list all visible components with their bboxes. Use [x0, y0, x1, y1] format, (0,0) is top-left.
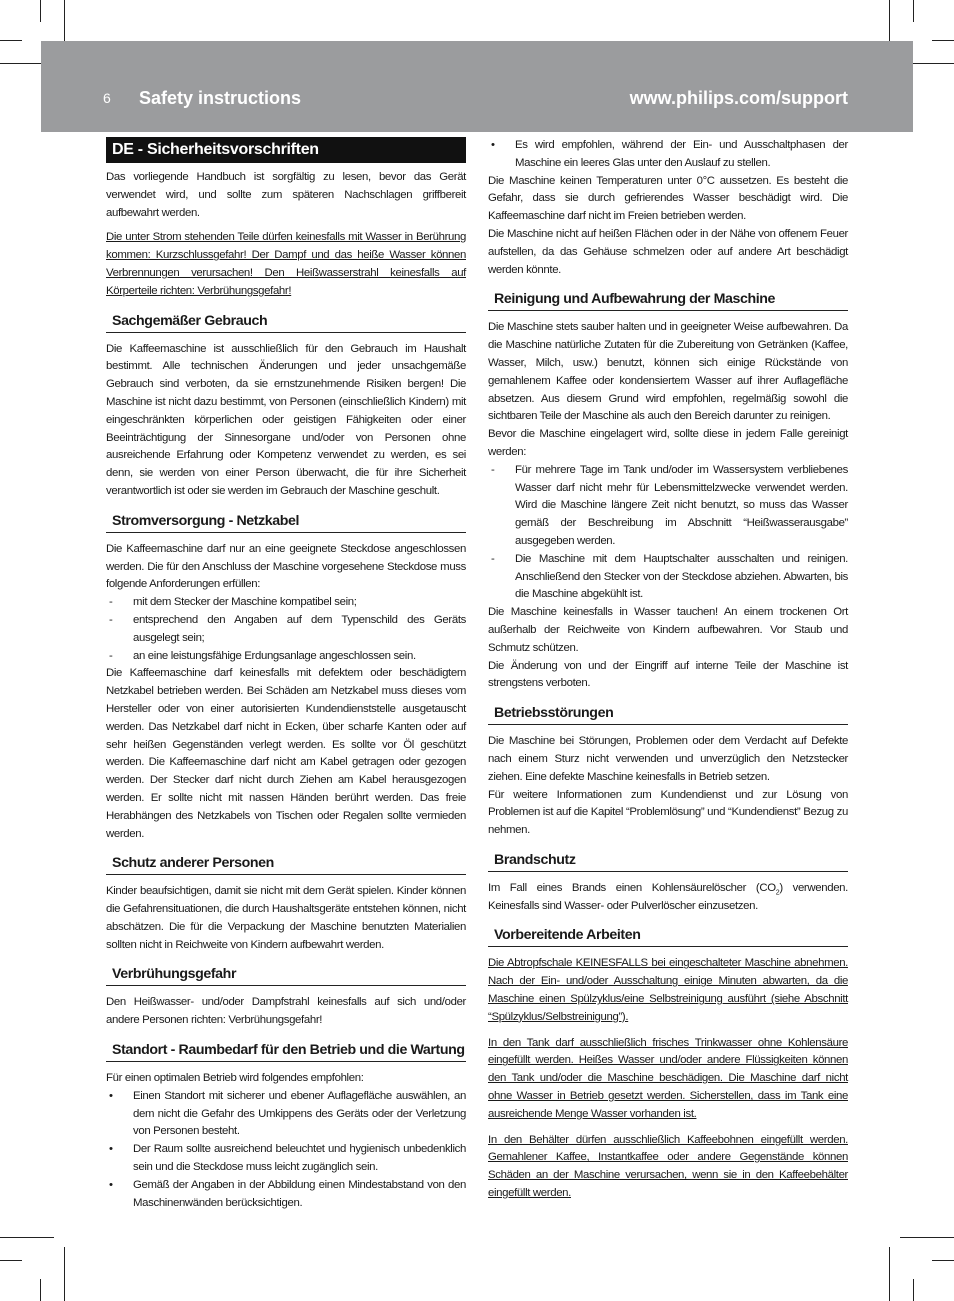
- dash-list: [106, 594, 466, 665]
- section-title: Safety instructions: [139, 88, 302, 108]
- crop-mark: [900, 1237, 954, 1238]
- paragraph: Die Kaffeemaschine darf keinesfalls mit defektem oder beschädigtem Netzkabel betrieben werden. Bei Schäden am Netzkabel muss dieses vom Hersteller oder von einer autorisierten Kundendienststelle ausgetauscht werden. Das Netzkabel darf nicht in Ecken, über scharfe Kanten oder auf sehr heißen Gegenständen verlegt werden. Es sollte vor Öl geschützt werden. Die Kaffeemaschine darf nicht am Kabel getragen oder gezogen werden. Der Stecker darf nicht durch Ziehen am Kabel herausgezogen werden. Er sollte nicht mit nassen Händen berührt werden. Das freie Herabhängen des Netzkabels von Tischen oder Regalen sollte vermieden werden.: [106, 667, 466, 840]
- list-item: - an eine leistungsfähige Erdungsanlage angeschlossen sein.: [106, 648, 466, 666]
- dash-list: [488, 462, 848, 604]
- list-item: - entsprechend den Angaben auf dem Typenschild des Geräts ausgelegt sein;: [106, 612, 466, 648]
- paragraph: Bevor die Maschine eingelagert wird, sollte diese in jedem Falle gereinigt werden:: [488, 428, 848, 458]
- crop-mark: [40, 0, 41, 22]
- crop-mark: [0, 40, 22, 41]
- crop-mark: [64, 1247, 65, 1301]
- paragraph: Den Heißwasser- und/oder Dampfstrahl keinesfalls auf sich und/oder andere Personen richten: Verbrühungsgefahr!: [106, 996, 466, 1027]
- website-link[interactable]: www.philips.com/support: [629, 88, 848, 108]
- crop-mark: [913, 1279, 914, 1301]
- list-item: - Die Maschine mit dem Hauptschalter ausschalten und reinigen. Anschließend den Stecker von der Steckdose abziehen. Abwarten, bis die Maschine abgekühlt ist.: [488, 551, 848, 604]
- crop-mark: [932, 40, 954, 41]
- warning-paragraph: Die unter Strom stehenden Teile dürfen keinesfalls mit Wasser in Berührung kommen: Kurzschlussgefahr! Der Dampf und das heiße Wasser können Verbrennungen verursachen! Den Heißwasserstrahl keinesfalls auf Körperteile richten: Verbrühungsgefahr!: [106, 231, 466, 297]
- paragraph: Kinder beaufsichtigen, damit sie nicht mit dem Gerät spielen. Kinder können die Gefahrensituationen, die durch Haushaltsgeräte entstehen können, nicht abschätzen. Die für die Verpackung der Maschine benutzten Materialien sollten nicht in Reichweite von Kindern aufbewahrt werden.: [106, 885, 466, 951]
- left-column: [106, 137, 466, 1212]
- list-item: • Der Raum sollte ausreichend beleuchtet und hygienisch unbedenklich sein und die Steckdose muss leicht zugänglich sein.: [106, 1141, 466, 1177]
- list-item: • Gemäß der Angaben in der Abbildung einen Mindestabstand von den Maschinenwänden berücksichtigen.: [106, 1177, 466, 1213]
- warning-paragraph: In den Behälter dürfen ausschließlich Kaffeebohnen eingefüllt werden. Gemahlener Kaffee, Instantkaffee oder andere Gegenstände können Schäden an der Maschine verursachen, wenn sie in den Kaffeebehälter eingefüllt werden.: [488, 1133, 848, 1200]
- crop-mark: [932, 1260, 954, 1261]
- paragraph: Für weitere Informationen zum Kundendienst und zur Lösung von Problemen ist auf die Kapitel “Problemlösung” und “Kundendienst” Bezug zu nehmen.: [488, 788, 848, 837]
- section-heading: Betriebsstörungen: [488, 703, 848, 725]
- paragraph: Die Kaffeemaschine ist ausschließlich für den Gebrauch im Haushalt bestimmt. Alle technischen Änderungen und jeder unsachgemäße Gebrauch sind verboten, da sie ernstzunehmende Risiken bergen! Die Maschine ist nicht dazu bestimmt, von Personen (einschließlich Kindern) mit eingeschränkten körperlichen oder geistigen Fähigkeiten oder einer Beeinträchtigung der Sinnesorgane und/oder von Personen ohne ausreichende Erfahrung oder Kompetenz verwendet zu werden, es sei denn, sie werden von einer Person überwacht, die für ihre Sicherheit verantwortlich ist oder sie werden im Gebrauch der Maschine geschult.: [106, 342, 466, 497]
- intro-paragraph: Das vorliegende Handbuch ist sorgfältig zu lesen, bevor das Gerät verwendet wird, und sollte zum späteren Nachschlagen griffbereit aufbewahrt werden.: [106, 171, 466, 219]
- right-column: [488, 137, 848, 1211]
- header-band: [41, 41, 913, 132]
- paragraph: [488, 880, 848, 916]
- crop-mark: [0, 1237, 54, 1238]
- list-item: - Für mehrere Tage im Tank und/oder im Wassersystem verbliebenes Wasser darf nicht mehr für Lebensmittelzwecke verwendet werden. Wird die Maschine längere Zeit nicht benutzt, so muss das Wasser gemäß der Beschreibung im Abschnitt “Heißwasserausgabe” ausgegeben werden.: [488, 462, 848, 551]
- section-heading: Brandschutz: [488, 850, 848, 872]
- section-heading: Verbrühungsgefahr: [106, 964, 466, 986]
- paragraph: Für einen optimalen Betrieb wird folgendes empfohlen:: [106, 1072, 364, 1085]
- section-heading: Schutz anderer Personen: [106, 853, 466, 875]
- paragraph: Die Maschine nicht auf heißen Flächen oder in der Nähe von offenem Feuer aufstellen, da das Gehäuse schmelzen oder auf andere Art beschädigt werden könnte.: [488, 227, 848, 276]
- crop-mark: [889, 1247, 890, 1301]
- crop-mark: [40, 1279, 41, 1301]
- text-span: ) verwenden. Keinesfalls sind Wasser- oder Pulverlöscher einzusetzen.: [488, 881, 848, 912]
- list-item: • Einen Standort mit sicherer und ebener Auflagefläche auswählen, an dem nicht die Gefahr des Umkippens des Geräts oder der Verletzung von Personen besteht.: [106, 1088, 466, 1141]
- paragraph: Die Kaffeemaschine darf nur an eine geeignete Steckdose angeschlossen werden. Die für den Anschluss der Maschine vorgesehene Steckdose muss folgende Anforderungen erfüllen:: [106, 542, 466, 591]
- list-item: • Es wird empfohlen, während der Ein- und Ausschaltphasen der Maschine ein leeres Glas unter den Auslauf zu stellen.: [488, 137, 848, 173]
- paragraph: Die Maschine stets sauber halten und in geeigneter Weise aufbewahren. Da die Maschine natürliche Zutaten für die Zubereitung von Getränken (Kaffee, Wasser, Milch, usw.) benutzt, können sich einige Rückstände von gemahlenem Kaffee oder kondensiertem Wasser auf ihrer Auflagefläche absetzen. Aus diesem Grund wird empfohlen, regelmäßig sowohl die sichtbaren Teile der Maschine als auch den Bereich darunter zu reinigen.: [488, 321, 848, 423]
- bullet-list: [106, 1088, 466, 1213]
- crop-mark: [0, 1260, 22, 1261]
- warning-paragraph: In den Tank darf ausschließlich frisches Trinkwasser ohne Kohlensäure eingefüllt werden. Heißes Wasser und/oder andere Flüssigkeiten können den Tank und/oder die Maschine beschädigen. Die Maschine darf nicht ohne Wasser in Betrieb gesetzt werden. Sicherstellen, dass im Tank eine ausreichende Menge Wasser vorhanden ist.: [488, 1036, 848, 1120]
- paragraph: Die Maschine bei Störungen, Problemen oder dem Verdacht auf Defekte nach einem Sturz nicht verwenden und unverzüglich den Netzstecker ziehen. Eine defekte Maschine keinesfalls in Betrieb setzen.: [488, 735, 848, 783]
- crop-mark: [913, 0, 914, 22]
- section-heading: Vorbereitende Arbeiten: [488, 925, 848, 947]
- bullet-list: [488, 137, 848, 173]
- page-number: 6: [103, 90, 111, 106]
- paragraph: Die Änderung von und der Eingriff auf interne Teile der Maschine ist strengstens verboten.: [488, 659, 848, 690]
- list-item: - mit dem Stecker der Maschine kompatibel sein;: [106, 594, 466, 612]
- warning-paragraph: Die Abtropfschale KEINESFALLS bei eingeschalteter Maschine abnehmen. Nach der Ein- und/oder Ausschaltung einige Minuten abwarten, da die Maschine einen Spülzyklus/eine Selbstreinigung ausführt (siehe Abschnitt “Spülzyklus/Selbstreinigung”).: [488, 957, 848, 1023]
- subscript: 2: [775, 889, 780, 897]
- paragraph: Die Maschine keinesfalls in Wasser tauchen! An einem trockenen Ort außerhalb der Reichweite von Kindern aufbewahren. Vor Staub und Schmutz schützen.: [488, 606, 848, 654]
- paragraph: Die Maschine keinen Temperaturen unter 0°C aussetzen. Es besteht die Gefahr, dass sie durch gefrierendes Wasser beschädigt wird. Die Kaffeemaschine darf nicht im Freien betrieben werden.: [488, 174, 848, 223]
- section-heading: Reinigung und Aufbewahrung der Maschine: [488, 289, 848, 311]
- section-heading: Stromversorgung - Netzkabel: [106, 511, 466, 533]
- section-heading: Standort - Raumbedarf für den Betrieb und die Wartung: [106, 1040, 466, 1062]
- section-heading: Sachgemäßer Gebrauch: [106, 311, 466, 333]
- text-span: Im Fall eines Brands einen Kohlensäurelöscher (CO: [488, 881, 776, 894]
- page-title: DE - Sicherheitsvorschriften: [106, 137, 466, 163]
